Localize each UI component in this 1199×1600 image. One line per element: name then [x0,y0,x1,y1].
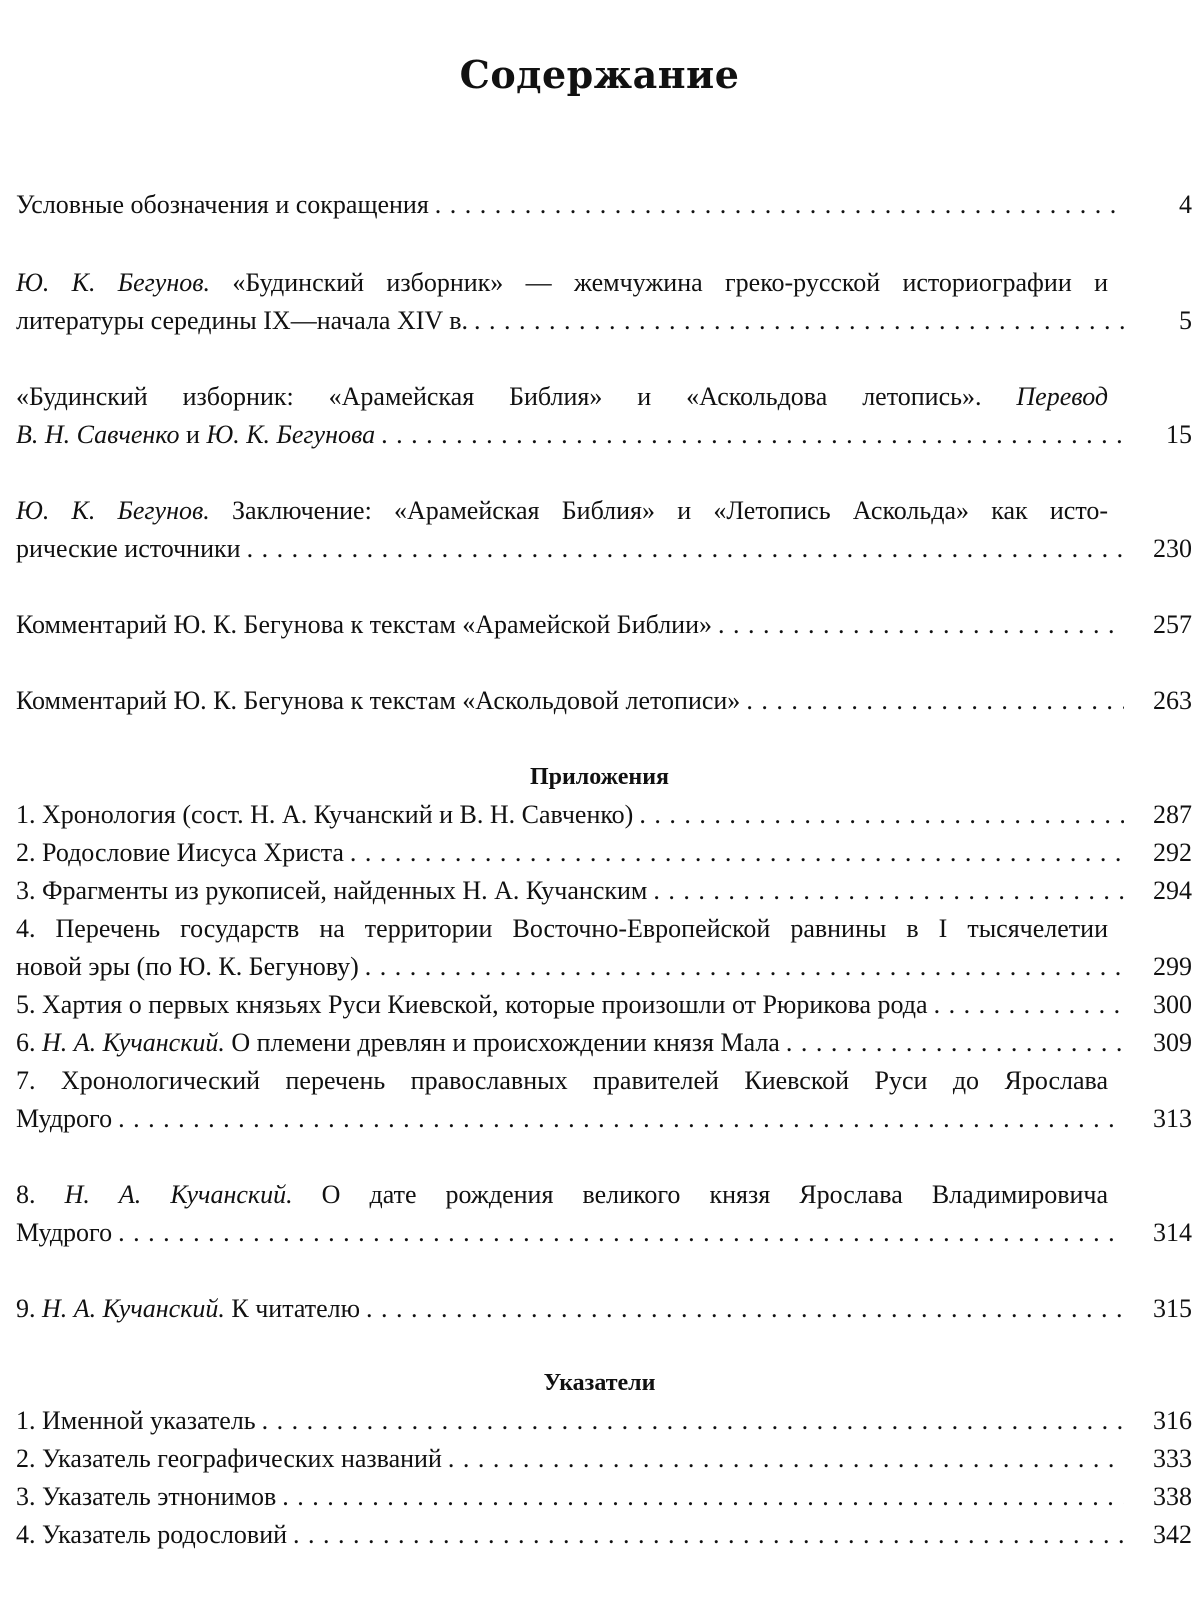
entry-text: и [179,420,207,449]
entry-text: рические источники [16,534,241,563]
page-number: 299 [1153,952,1192,981]
toc-entry[interactable] [16,682,1192,720]
entry-text: Мудрого [16,1104,113,1133]
entry-text: Условные обозначения и сокращения [16,190,429,219]
dot-leader [448,1440,1124,1478]
entry-text: литературы середины IX—начала XIV в. [16,306,468,335]
toc-entry[interactable] [16,986,1192,1024]
entry-text: 2. Указатель географических названий [16,1444,442,1473]
entry-author: Ю. К. Бегунов. [16,496,210,525]
entry-text: новой эры (по Ю. К. Бегунову) [16,952,359,981]
entry-text: 2. Родословие Иисуса Христа [16,838,344,867]
entry-text: 1. Хронология (сост. Н. А. Кучанский и В. Н. Савченко) [16,800,634,829]
page-number: 4 [1179,190,1192,219]
entry-text: 4. Указатель родословий [16,1520,288,1549]
page-number: 292 [1153,838,1192,867]
dot-leader [365,948,1124,986]
page-number: 342 [1153,1520,1192,1549]
page-number: 314 [1153,1218,1192,1247]
page-number: 15 [1166,420,1192,449]
toc-entry[interactable] [16,796,1192,834]
toc-entry[interactable] [16,872,1192,910]
entry-text: 5. Хартия о первых князьях Руси Киевской, которые произошли от Рюрикова рода [16,990,928,1019]
entry-text: К читателю [224,1294,361,1323]
toc-entry[interactable] [16,492,1192,568]
entry-text: Комментарий Ю. К. Бегунова к текстам «Арамейской Библии» [16,610,712,639]
dot-leader [746,682,1124,720]
entry-text: 7. Хронологический перечень православных правителей Киевской Руси до Ярослава [16,1066,1108,1095]
entry-text: 3. Фрагменты из рукописей, найденных Н. А. Кучанским [16,876,648,905]
dot-leader [262,1402,1124,1440]
toc-entry[interactable] [16,378,1192,454]
page-number: 309 [1153,1028,1192,1057]
page-number: 230 [1153,534,1192,563]
dot-leader [435,186,1124,224]
page-number: 300 [1153,990,1192,1019]
page-number: 333 [1153,1444,1192,1473]
page-number: 287 [1153,800,1192,829]
dot-leader [247,530,1124,568]
toc-entry[interactable] [16,264,1192,340]
page-number: 338 [1153,1482,1192,1511]
toc-entry[interactable] [16,1024,1192,1062]
entry-author: Н. А. Кучанский. [64,1180,293,1209]
toc-entry[interactable] [16,910,1192,986]
entry-author: Ю. К. Бегунов. [16,268,211,297]
entry-text: Заключение: «Арамейская Библия» и «Летопись Аскольда» как исто- [209,496,1108,525]
page-title: Содержание [459,52,740,97]
page-number: 257 [1153,610,1192,639]
toc-entry[interactable] [16,1062,1192,1138]
entry-text: Мудрого [16,1218,113,1247]
page-number: 313 [1153,1104,1192,1133]
entry-author: Ю. К. Бегунова [206,420,376,449]
entry-text: 1. Именной указатель [16,1406,256,1435]
toc-entry[interactable] [16,1516,1192,1554]
dot-leader [118,1214,1124,1252]
section-heading-indexes: Указатели [543,1370,656,1396]
page-number: 316 [1153,1406,1192,1435]
dot-leader [350,834,1124,872]
entry-author: Н. А. Кучанский. [42,1294,225,1323]
dot-leader [381,416,1124,454]
entry-text: О дате рождения великого князя Ярослава Владимировича [292,1180,1109,1209]
dot-leader [934,986,1124,1024]
page-number: 5 [1179,306,1192,335]
entry-text: «Будинский изборник» — жемчужина греко-русской историографии и [210,268,1108,297]
dot-leader [639,796,1124,834]
entry-author: В. Н. Савченко [16,420,180,449]
entry-number: 6. [16,1028,42,1057]
toc-entry[interactable] [16,186,1192,224]
dot-leader [786,1024,1124,1062]
dot-leader [474,302,1124,340]
entry-text: О племени древлян и происхождении князя Мала [224,1028,780,1057]
entry-text: «Будинский изборник: «Арамейская Библия» и «Аскольдова летопись». [16,382,982,411]
entry-text: 4. Перечень государств на территории Восточно-Европейской равнины в I тысячелетии [16,914,1108,943]
toc-entry[interactable] [16,1290,1192,1328]
toc-entry[interactable] [16,1478,1192,1516]
page-number: 315 [1153,1294,1192,1323]
page-number: 294 [1153,876,1192,905]
toc-entry[interactable] [16,1176,1192,1252]
toc-entry[interactable] [16,606,1192,644]
dot-leader [366,1290,1124,1328]
section-heading-appendix: Приложения [529,764,670,790]
entry-text: Комментарий Ю. К. Бегунова к текстам «Аскольдовой летописи» [16,686,741,715]
toc-entry[interactable] [16,1402,1192,1440]
toc-entry[interactable] [16,1440,1192,1478]
dot-leader [718,606,1124,644]
toc-entry[interactable] [16,834,1192,872]
dot-leader [282,1478,1124,1516]
dot-leader [293,1516,1124,1554]
page-number: 263 [1153,686,1192,715]
entry-text: 3. Указатель этнонимов [16,1482,277,1511]
entry-number: 8. [16,1180,65,1209]
dot-leader [118,1100,1124,1138]
dot-leader [653,872,1124,910]
entry-author: Н. А. Кучанский. [42,1028,225,1057]
entry-translator-label: Перевод [981,382,1109,411]
entry-number: 9. [16,1294,42,1323]
